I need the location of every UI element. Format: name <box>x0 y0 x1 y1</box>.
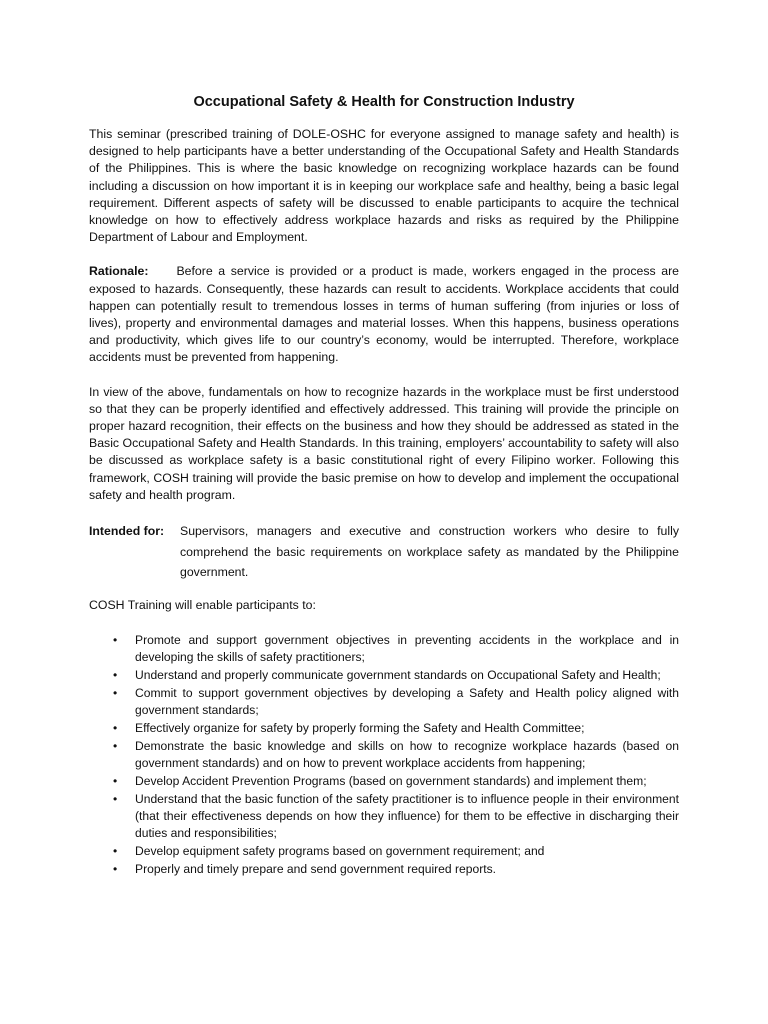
bullet-icon: • <box>113 791 118 806</box>
view-paragraph: In view of the above, fundamentals on how to recognize hazards in the workplace must be first understood so that they can be properly identified and effectively addressed. This training will provide the principle on proper hazard recognition, their effects on the business and how they should be addressed as stated in the Basic Occupational Safety and Health Standards. In this training, employers’ accountability to safety will also be discussed as workplace safety is a basic constitutional right of every Filipino worker. Following this framework, COSH training will provide the basic premise on how to develop and implement the occupational safety and health program. <box>89 384 679 502</box>
bullet-icon: • <box>113 843 118 858</box>
list-item: • Understand that the basic function of the safety practitioner is to influence people in their environment (that their effectiveness depends on how they influence) for them to be effective in discharging their duties and responsibilities; <box>113 791 679 840</box>
list-item: • Promote and support government objectives in preventing accidents in the workplace and in developing the skills of safety practitioners; <box>113 632 679 664</box>
bullet-icon: • <box>113 861 118 876</box>
objectives-list <box>89 632 679 878</box>
bullet-icon: • <box>113 773 118 788</box>
list-item: • Demonstrate the basic knowledge and skills on how to recognize workplace hazards (based on government standards) and on how to prevent workplace accidents from happening; <box>113 738 679 770</box>
list-item: • Understand and properly communicate government standards on Occupational Safety and Health; <box>113 667 661 682</box>
intended-for-block <box>89 521 679 583</box>
intended-text: Supervisors, managers and executive and construction workers who desire to fully comprehend the basic requirements on workplace safety as mandated by the Philippine government. <box>180 524 679 580</box>
list-item: • Commit to support government objectives by developing a Safety and Health policy aligned with government standards; <box>113 685 679 717</box>
intro-paragraph: This seminar (prescribed training of DOLE-OSHC for everyone assigned to manage safety and health) is designed to help participants have a better understanding of the Occupational Safety and Health Standards of the Philippines. This is where the basic knowledge on recognizing workplace hazards can be found including a discussion on how important it is in keeping our workplace safe and healthy, being a basic legal requirement. Different aspects of safety will be discussed to enable participants to acquire the technical knowledge on how to effectively address workplace hazards and risks as required by the Philippine Department of Labour and Employment. <box>89 127 679 245</box>
bullet-icon: • <box>113 667 118 682</box>
bullet-icon: • <box>113 720 118 735</box>
rationale-label: Rationale: <box>89 264 149 279</box>
rationale-paragraph <box>89 263 679 366</box>
intended-label: Intended for: <box>89 524 165 539</box>
list-item: • Properly and timely prepare and send government required reports. <box>113 861 496 876</box>
bullet-icon: • <box>113 685 118 700</box>
bullet-icon: • <box>113 738 118 753</box>
objectives-lead: COSH Training will enable participants to: <box>89 597 316 612</box>
document-page <box>89 92 679 879</box>
rationale-text: Before a service is provided or a product is made, workers engaged in the process are exposed to hazards. Consequently, these hazards can result to accidents. Workplace accidents that could happen can potentially result to tremendous losses in terms of human suffering (from injuries or loss of lives), property and environmental damages and material losses. When this happens, business operations and productivity, which gives life to our country’s economy, would be interrupted. Therefore, workplace accidents must be prevented from happening. <box>89 264 679 365</box>
page-title: Occupational Safety & Health for Construction Industry <box>193 94 575 110</box>
bullet-icon: • <box>113 632 118 647</box>
list-item: • Develop equipment safety programs based on government requirement; and <box>113 843 545 858</box>
list-item: • Develop Accident Prevention Programs (based on government standards) and implement them; <box>113 773 647 788</box>
list-item: • Effectively organize for safety by properly forming the Safety and Health Committee; <box>113 720 585 735</box>
